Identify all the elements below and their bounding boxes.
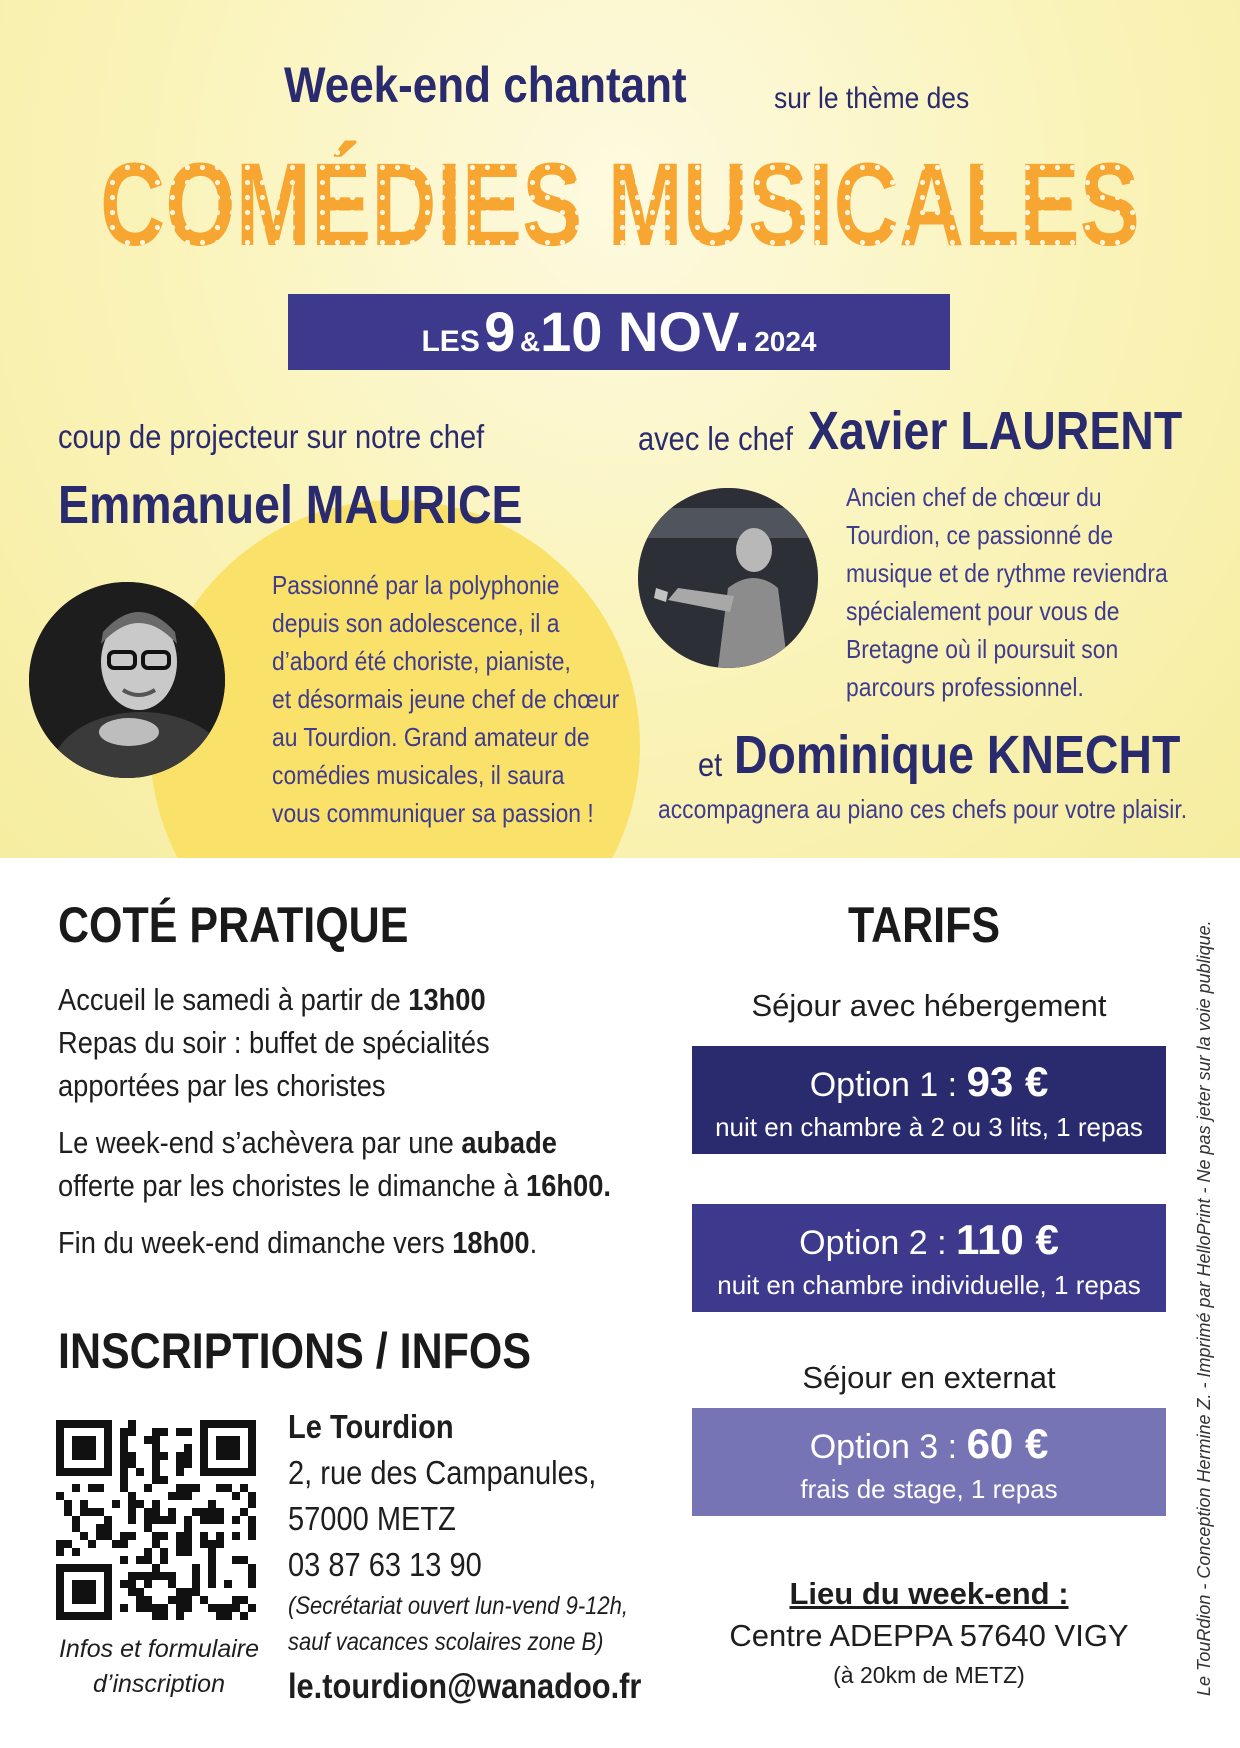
date-les: LES xyxy=(421,325,480,358)
chef1-bio-line: Passionné par la polyphonie xyxy=(272,570,560,600)
chef1-bio-line: vous communiquer sa passion ! xyxy=(272,798,594,828)
practical-line: Accueil le samedi à partir de 13h00 xyxy=(58,982,486,1017)
office-hours-note: sauf vacances scolaires zone B) xyxy=(288,1628,604,1656)
email-link[interactable]: le.tourdion@wanadoo.fr xyxy=(288,1667,642,1706)
qr-code[interactable] xyxy=(56,1420,256,1620)
title-bulbs: COMÉDIES MUSICALES xyxy=(100,139,1140,270)
qr-caption-line: d’inscription xyxy=(92,1670,225,1698)
date-banner xyxy=(288,294,950,370)
pianist-prefix: et xyxy=(698,746,723,783)
tarifs-title: TARIFS xyxy=(848,897,1001,953)
phone-number[interactable]: 03 87 63 13 90 xyxy=(288,1546,482,1583)
practical-title: COTÉ PRATIQUE xyxy=(58,897,409,953)
chef2-bio-line: Tourdion, ce passionné de xyxy=(846,520,1114,550)
qr-caption-line: Infos et formulaire xyxy=(58,1635,260,1663)
address-line: 57000 METZ xyxy=(288,1500,456,1537)
title-text: COMÉDIES MUSICALES xyxy=(100,139,1140,270)
chef1-intro: coup de projecteur sur notre chef xyxy=(58,418,485,455)
option-3-price-line: Option 3 : 60 € xyxy=(809,1420,1049,1467)
venue-title: Lieu du week-end : xyxy=(789,1576,1069,1611)
inscriptions-title: INSCRIPTIONS / INFOS xyxy=(58,1323,532,1379)
chef1-photo xyxy=(29,582,225,778)
chef2-bio-line: Bretagne où il poursuit son xyxy=(846,634,1119,664)
office-hours-note: (Secrétariat ouvert lun-vend 9-12h, xyxy=(288,1592,628,1620)
chef1-bio-line: et désormais jeune chef de chœur xyxy=(272,684,620,714)
chef1-bio-line: au Tourdion. Grand amateur de xyxy=(272,722,590,752)
pianist-name: Dominique KNECHT xyxy=(734,725,1181,785)
option-2-price-line: Option 2 : 110 € xyxy=(799,1216,1059,1263)
practical-line: Repas du soir : buffet de spécialités xyxy=(58,1025,490,1060)
chef1-bio xyxy=(272,566,642,832)
chef2-bio xyxy=(846,478,1180,706)
chef2-name: Xavier LAURENT xyxy=(808,401,1183,461)
venue-address: Centre ADEPPA 57640 VIGY xyxy=(729,1618,1129,1653)
date-day1: 9 xyxy=(484,300,516,363)
chef2-bio-line: musique et de rythme reviendra xyxy=(846,558,1168,588)
chef2-bio-line: Ancien chef de chœur du xyxy=(846,482,1102,512)
headline-sub: sur le thème des xyxy=(774,82,970,115)
contact-block xyxy=(288,1404,641,1714)
date-day2: 10 NOV. xyxy=(540,300,750,363)
option-1-box xyxy=(692,1046,1166,1154)
venue-distance: (à 20km de METZ) xyxy=(833,1662,1025,1688)
chef1-bio-line: comédies musicales, il saura xyxy=(272,760,565,790)
chef2-bio-line: parcours professionnel. xyxy=(846,672,1084,702)
option-2-box xyxy=(692,1204,1166,1312)
option-1-desc: nuit en chambre à 2 ou 3 lits, 1 repas xyxy=(715,1112,1143,1142)
chef1-bio-line: depuis son adolescence, il a xyxy=(272,608,560,638)
practical-line: apportées par les choristes xyxy=(58,1068,386,1103)
option-2-desc: nuit en chambre individuelle, 1 repas xyxy=(717,1270,1141,1300)
practical-info xyxy=(58,978,611,1278)
chef1-name: Emmanuel MAURICE xyxy=(58,475,523,535)
chef1-bio-line: d’abord été choriste, pianiste, xyxy=(272,646,571,676)
practical-line: Le week-end s’achèvera par une aubade xyxy=(58,1125,557,1160)
option-3-desc: frais de stage, 1 repas xyxy=(800,1474,1058,1504)
chef2-bio-line: spécialement pour vous de xyxy=(846,596,1120,626)
practical-line: Fin du week-end dimanche vers 18h00. xyxy=(58,1225,538,1260)
org-name: Le Tourdion xyxy=(288,1408,454,1445)
page-title xyxy=(0,130,1240,270)
headline: Week-end chantant xyxy=(284,57,687,113)
address-line: 2, rue des Campanules, xyxy=(288,1454,597,1491)
lodging-heading: Séjour avec hébergement xyxy=(751,988,1107,1023)
external-heading: Séjour en externat xyxy=(802,1360,1056,1395)
pianist-desc: accompagnera au piano ces chefs pour votre plaisir. xyxy=(658,794,1188,824)
date-year: 2024 xyxy=(754,326,817,357)
chef2-photo xyxy=(638,488,818,668)
print-credits: Le TouRdion - Conception Hermine Z. - Imprimé par HelloPrint - Ne pas jeter sur la voie publique. xyxy=(1194,920,1214,1696)
date-and: & xyxy=(519,326,541,357)
option-1-price-line: Option 1 : 93 € xyxy=(809,1058,1049,1105)
chef2-intro: avec le chef xyxy=(638,420,793,457)
practical-line: offerte par les choristes le dimanche à 16h00. xyxy=(58,1168,611,1203)
qr-caption xyxy=(34,1632,284,1702)
option-3-box xyxy=(692,1408,1166,1516)
